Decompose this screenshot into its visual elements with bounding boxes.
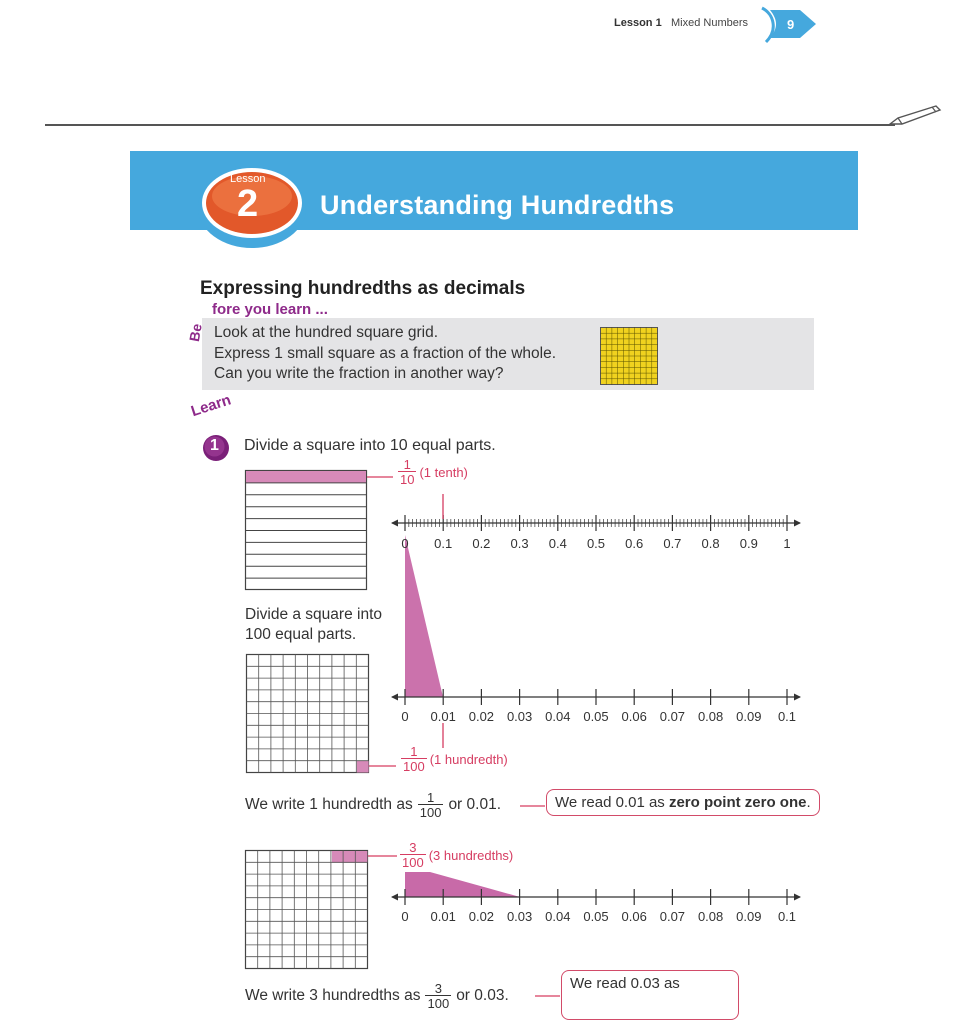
three-den: 100 <box>402 855 424 870</box>
tenths-tick-label: 1 <box>783 536 791 551</box>
divide-100-text <box>245 605 382 645</box>
read1-bold: zero point zero one <box>668 794 807 811</box>
tenths-tick-label: 0.9 <box>739 536 758 551</box>
write3-den: 100 <box>427 996 450 1011</box>
hundredths2-tick-label: 0.07 <box>659 909 686 924</box>
write1-sentence <box>245 791 501 819</box>
write3-sentence <box>245 982 509 1010</box>
hundredths1-tick-label: 0.03 <box>506 709 533 724</box>
tenth-num: 1 <box>403 457 411 472</box>
hundredths2-tick-label: 0.03 <box>506 909 533 924</box>
hundredths2-tick-label: 0.01 <box>430 909 456 924</box>
before-label-side: Be <box>186 322 205 343</box>
lesson-title: Understanding Hundredths <box>320 190 675 220</box>
badge-number: 2 <box>237 183 259 225</box>
read3-callout <box>561 970 739 1020</box>
hundredth-den: 100 <box>403 759 425 774</box>
hundredth-label <box>401 745 508 773</box>
hundred-square-grid-1 <box>247 655 369 773</box>
hundredths1-tick-label: 0.05 <box>583 709 609 724</box>
divide100-line-2: 100 equal parts. <box>245 626 357 643</box>
hundredths2-tick-label: 0.02 <box>468 909 495 924</box>
write1-post: or 0.01. <box>448 796 501 813</box>
page-number: 9 <box>787 17 795 32</box>
hundredths1-tick-label: 0.1 <box>777 709 797 724</box>
tenths-tick-label: 0.5 <box>586 536 606 551</box>
hundredths1-tick-label: 0 <box>401 709 409 724</box>
hundredths1-tick-label: 0.08 <box>697 709 724 724</box>
tenths-tick-label: 0.6 <box>625 536 644 551</box>
write1-den: 100 <box>419 805 442 820</box>
tenths-tick-label: 0 <box>401 536 409 551</box>
tenth-text: (1 tenth) <box>419 464 468 480</box>
hundredth-text: (1 hundredth) <box>429 751 508 767</box>
hundredths2-tick-label: 0.06 <box>621 909 647 924</box>
tenths-number-line <box>391 515 801 531</box>
hundredths-number-line-1 <box>391 689 801 705</box>
write3-post: or 0.03. <box>456 987 509 1004</box>
write3-num: 3 <box>434 981 442 996</box>
tenths-tick-label: 0.3 <box>510 536 529 551</box>
read1-callout <box>546 789 820 816</box>
tenths-tick-label: 0.1 <box>434 536 453 551</box>
tenths-tick-label: 0.4 <box>548 536 567 551</box>
hundredths1-tick-label: 0.02 <box>468 709 495 724</box>
write3-pre: We write 3 hundredths as <box>245 987 421 1004</box>
read3-pre: We read 0.03 as <box>570 975 680 992</box>
learn-label: Learn <box>189 391 234 421</box>
before-line-1: Look at the hundred square grid. <box>214 324 439 341</box>
tenths-tick-label: 0.8 <box>701 536 720 551</box>
hundredths2-tick-label: 0.08 <box>697 909 724 924</box>
read1-post: . <box>806 794 811 811</box>
hundredths1-tick-label: 0.09 <box>736 709 762 724</box>
three-hundredths-fill <box>405 872 520 897</box>
tenth-label <box>398 458 468 486</box>
hundredths1-tick-label: 0.06 <box>621 709 647 724</box>
hundredths1-tick-label: 0.01 <box>430 709 456 724</box>
before-line-2: Express 1 small square as a fraction of the whole. <box>214 344 557 362</box>
tenths-tick-label: 0.2 <box>472 536 491 551</box>
tenths-square <box>246 471 367 590</box>
three-num: 3 <box>409 840 417 855</box>
hundred-square-grid-2 <box>246 851 368 969</box>
hundredths2-tick-label: 0.05 <box>583 909 609 924</box>
read1-pre: We read 0.01 as <box>555 794 665 811</box>
badge-word: Lesson <box>230 173 266 185</box>
hundredths2-tick-label: 0.04 <box>545 909 571 924</box>
section-title: Expressing hundredths as decimals <box>200 278 526 299</box>
header-topic: Mixed Numbers <box>671 17 749 29</box>
before-line-3: Can you write the fraction in another way? <box>214 365 504 382</box>
divide100-line-1: Divide a square into <box>245 606 382 623</box>
hundredths2-tick-label: 0.1 <box>777 909 797 924</box>
zoom-projection-wedge <box>405 535 443 697</box>
three-hundredths-label <box>400 841 513 869</box>
step-text: Divide a square into 10 equal parts. <box>244 437 496 454</box>
three-text: (3 hundredths) <box>428 847 514 863</box>
hundredths2-tick-label: 0.09 <box>736 909 762 924</box>
step-number: 1 <box>210 437 219 454</box>
hundredths1-tick-label: 0.04 <box>545 709 571 724</box>
write1-num: 1 <box>426 790 435 805</box>
tenths-tick-label: 0.7 <box>663 536 682 551</box>
before-label: fore you learn ... <box>212 301 328 318</box>
hundredths1-tick-label: 0.07 <box>659 709 686 724</box>
hundredths2-tick-label: 0 <box>401 909 409 924</box>
hundredth-num: 1 <box>410 744 418 759</box>
write1-pre: We write 1 hundredth as <box>245 796 413 813</box>
header-lesson-label: Lesson 1 <box>614 17 662 29</box>
tenth-den: 10 <box>400 472 415 487</box>
